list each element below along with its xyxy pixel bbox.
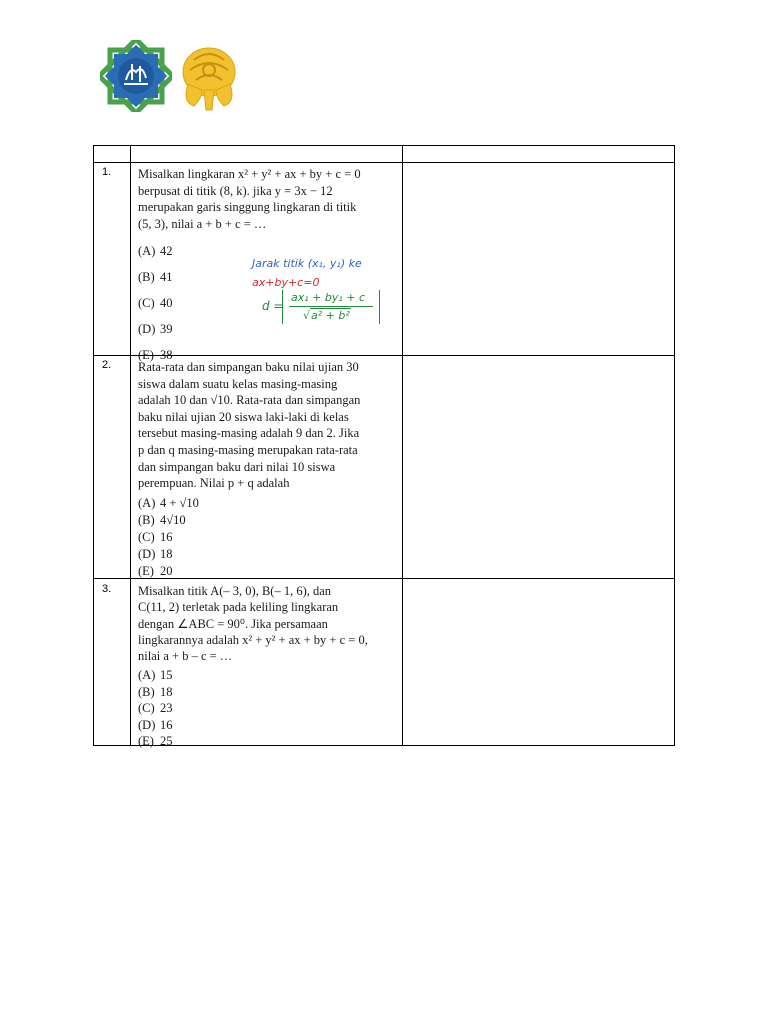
answer-option: (B) 4√10 — [138, 512, 186, 527]
question-3 — [138, 583, 392, 750]
question-text-line: dan simpangan baku dari nilai 10 siswa — [138, 459, 336, 474]
makara-crest-icon — [174, 40, 244, 112]
question-text-line: Misalkan lingkaran x² + y² + ax + by + c = 0 — [138, 167, 361, 181]
question-text-line: (5, 3), nilai a + b + c = … — [138, 216, 267, 231]
question-number: 3. — [102, 583, 112, 595]
question-table — [93, 145, 675, 749]
answer-option: (E) 20 — [138, 563, 173, 578]
question-text-line: nilai a + b – c = … — [138, 649, 233, 664]
answer-option: (E) 25 — [138, 734, 173, 749]
question-text-line: dengan ∠ABC = 90⁰. Jika persamaan — [138, 616, 328, 631]
question-text-line: Rata-rata dan simpangan baku nilai ujian 30 — [138, 360, 359, 374]
question-text-line: p dan q masing-masing merupakan rata-rata — [138, 442, 358, 457]
formula-denominator: √a² + b² — [303, 309, 350, 322]
handwritten-note-line: Jarak titik (x₁, y₁) ke — [252, 257, 362, 270]
answer-option: (D) 39 — [138, 322, 173, 337]
answer-option: (D) 18 — [138, 546, 173, 561]
question-text-line: berpusat di titik (8, k). jika y = 3x − 12 — [138, 183, 333, 198]
question-1 — [138, 166, 392, 368]
answer-options — [138, 495, 392, 580]
answer-option: (C) 16 — [138, 529, 173, 544]
fraction-bar — [289, 306, 373, 307]
column-divider — [130, 146, 131, 745]
question-text-line: baku nilai ujian 20 siswa laki-laki di kelas — [138, 409, 349, 424]
question-number: 2. — [102, 359, 112, 371]
question-2 — [138, 359, 392, 580]
question-text-line: Misalkan titik A(– 3, 0), B(– 1, 6), dan — [138, 584, 332, 598]
answer-option: (C) 23 — [138, 701, 173, 716]
header-row-divider — [94, 162, 674, 163]
answer-option: (D) 16 — [138, 717, 173, 732]
answer-option: (B) 18 — [138, 684, 173, 699]
islamic-calligraphy-emblem-icon — [100, 40, 172, 112]
answer-option: (B) 41 — [138, 270, 173, 285]
question-text-line: perempuan. Nilai p + q adalah — [138, 476, 290, 491]
handwritten-distance-formula — [282, 290, 380, 324]
question-text-line: lingkarannya adalah x² + y² + ax + by + c = 0, — [138, 632, 368, 647]
question-text-line: C(11, 2) terletak pada keliling lingkaran — [138, 600, 339, 615]
handwritten-note — [252, 256, 392, 336]
handwritten-distance-label: d = — [262, 299, 284, 313]
answer-options — [138, 667, 392, 750]
header-logos — [100, 40, 260, 110]
answer-option: (E) 38 — [138, 348, 173, 363]
answer-option: (A) 42 — [138, 244, 173, 259]
formula-numerator: ax₁ + by₁ + c — [291, 291, 366, 304]
handwritten-note-line: ax+by+c=0 — [252, 276, 320, 289]
answer-option: (A) 15 — [138, 668, 173, 683]
column-divider — [402, 146, 403, 745]
answer-option: (A) 4 + √10 — [138, 495, 199, 510]
question-text-line: merupakan garis singgung lingkaran di titik — [138, 200, 357, 215]
question-text-line: adalah 10 dan √10. Rata-rata dan simpangan — [138, 393, 361, 408]
answer-option: (C) 40 — [138, 296, 173, 311]
question-text-line: siswa dalam suatu kelas masing-masing — [138, 376, 338, 391]
question-text-line: tersebut masing-masing adalah 9 dan 2. Jika — [138, 426, 360, 441]
question-number: 1. — [102, 166, 112, 178]
